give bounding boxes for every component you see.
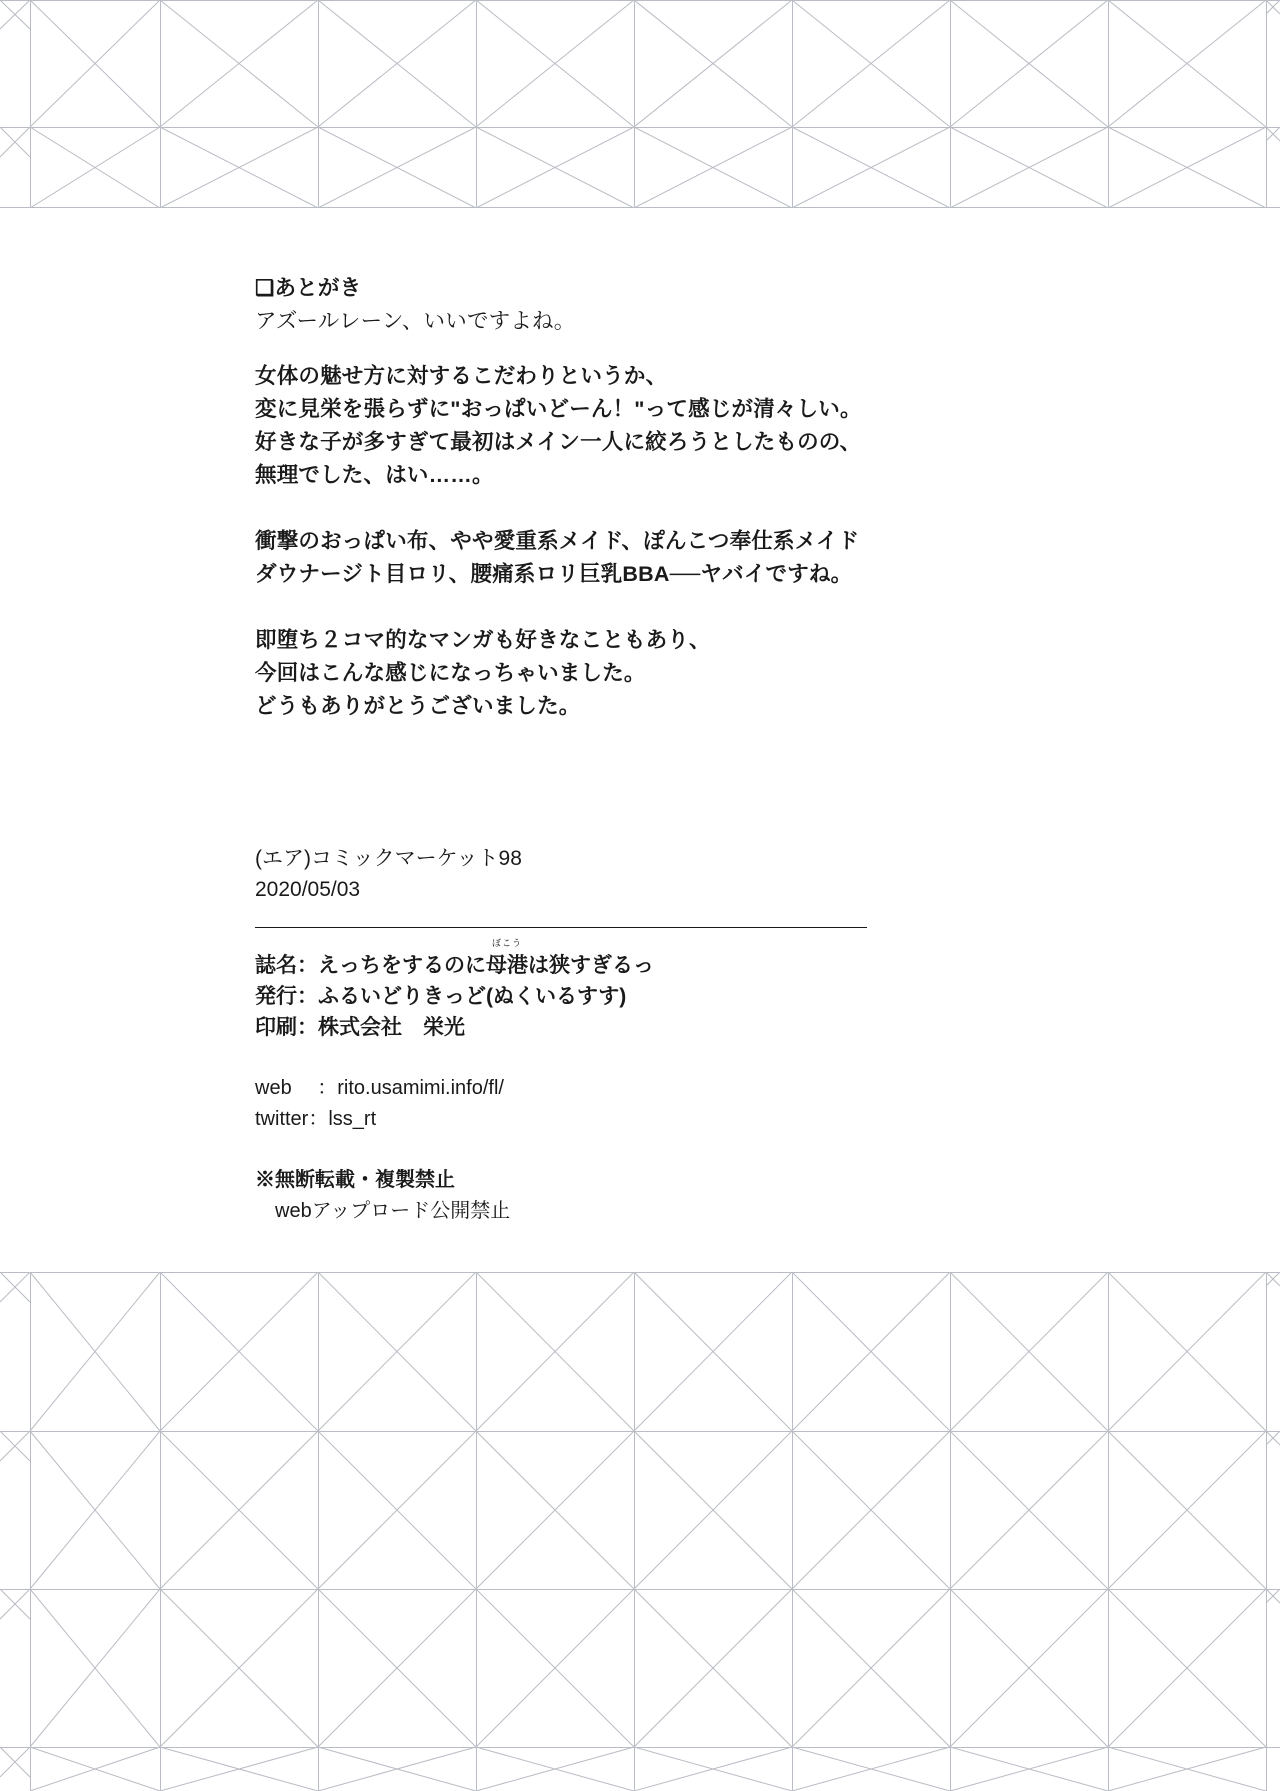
contact-web[interactable]: web ：rito.usamimi.info/fl/ — [255, 1077, 504, 1099]
afterword-line-8: ダウナージト目ロリ、腰痛系ロリ巨乳BBA──ヤバイですね。 — [255, 562, 853, 586]
afterword-gap-1 — [255, 338, 1035, 360]
notice-line-2: webアップロード公開禁止 — [275, 1200, 511, 1222]
notice-line-1: ※無断転載・複製禁止 — [255, 1169, 455, 1191]
afterword-heading: ❑あとがき — [255, 276, 362, 300]
afterword-line-12: どうもありがとうございました。 — [255, 694, 581, 718]
colophon-publisher: 発行：ふるいどりきっど(ぬくいるすす) — [255, 985, 627, 1008]
colophon-title-ruby: ぼこう — [491, 938, 522, 948]
contact-twitter[interactable]: twitter：lss_rt — [255, 1108, 377, 1130]
afterword-line-4: 好きな子が多すぎて最初はメイン一人に絞ろうとしたものの、 — [255, 430, 862, 454]
event-name: (エア)コミックマーケット98 — [255, 847, 522, 870]
colophon-section — [255, 938, 1035, 1043]
colophon-printer: 印刷：株式会社 栄光 — [255, 1016, 465, 1039]
afterword-content — [255, 272, 1035, 1227]
afterword-line-3: 変に見栄を張らずに"おっぱいどーん！"って感じが清々しい。 — [255, 397, 862, 421]
colophon-title-ruby-group — [486, 938, 528, 981]
afterword-line-0: アズールレーン、いいですよね。 — [255, 309, 576, 333]
divider-rule — [255, 927, 867, 928]
afterword-line-10: 即堕ち２コマ的なマンガも好きなこともあり、 — [255, 628, 711, 652]
afterword-section — [255, 272, 1035, 723]
colophon-title-tail: は狭すぎるっ — [528, 954, 654, 977]
colophon-title-line — [255, 938, 1035, 981]
copyright-notice — [255, 1165, 1035, 1227]
contact-section — [255, 1073, 1035, 1135]
decorative-grid-top — [0, 0, 1280, 208]
event-date: 2020/05/03 — [255, 878, 361, 901]
afterword-gap-2 — [255, 492, 1035, 525]
colophon-title-label: 誌名：えっちをするのに — [255, 954, 486, 977]
afterword-line-7: 衝撃のおっぱい布、やや愛重系メイド、ぽんこつ奉仕系メイド — [255, 529, 860, 553]
afterword-line-5: 無理でした、はい……。 — [255, 463, 494, 487]
afterword-line-2: 女体の魅せ方に対するこだわりというか、 — [255, 364, 668, 388]
decorative-grid-bottom — [0, 1272, 1280, 1791]
colophon-title-base: 母港 — [486, 954, 528, 977]
event-info — [255, 843, 1035, 905]
afterword-line-11: 今回はこんな感じになっちゃいました。 — [255, 661, 646, 685]
afterword-gap-3 — [255, 591, 1035, 624]
